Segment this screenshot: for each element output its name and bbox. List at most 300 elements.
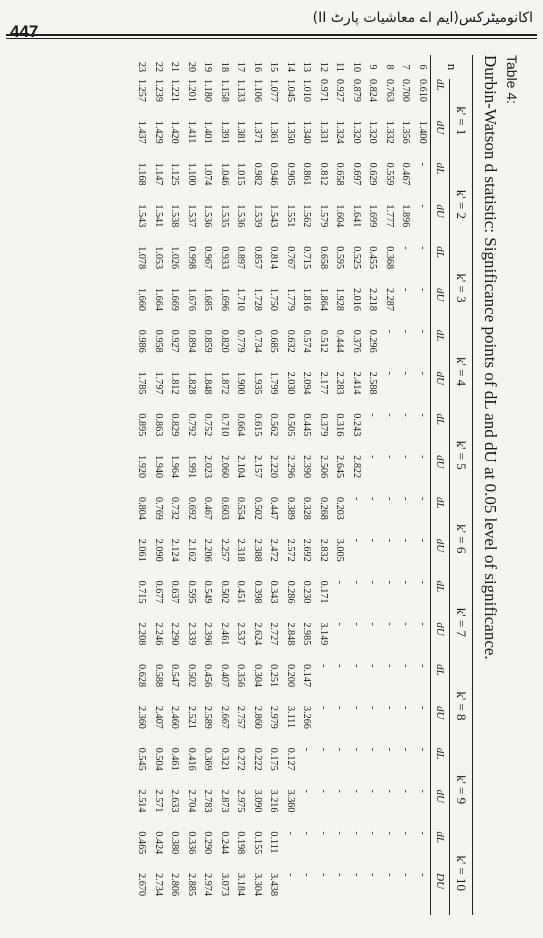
table-cell: 0.200	[285, 664, 296, 688]
table-cell: 0.502	[186, 664, 197, 688]
table-row	[364, 55, 381, 915]
table-label: Table 4:	[504, 55, 520, 105]
table-cell: 0.615	[252, 413, 263, 437]
table-cell: 3.360	[285, 789, 296, 813]
table-cell: 1.900	[235, 371, 247, 395]
table-cell: 2.460	[169, 705, 181, 729]
row-n-cell: 21	[169, 61, 181, 73]
k-header: k' = 3	[450, 246, 473, 330]
table-cell: -	[351, 622, 362, 626]
table-cell: 2.624	[252, 622, 263, 646]
table-cell: 1.168	[136, 162, 148, 186]
table-cell: 0.562	[268, 413, 280, 437]
table-cell: 0.769	[153, 496, 164, 520]
table-cell: 1.100	[186, 162, 197, 186]
table-cell: 0.732	[169, 496, 181, 520]
table-cell: -	[417, 162, 428, 166]
table-cell: 2.290	[169, 622, 181, 646]
table-cell: 1.538	[169, 204, 181, 228]
table-cell: 3.266	[301, 705, 313, 729]
table-cell: 1.872	[219, 371, 230, 395]
table-cell: 0.559	[384, 162, 395, 186]
table-row	[249, 55, 266, 915]
table-cell: 2.734	[153, 873, 164, 897]
table-cell: 0.927	[334, 79, 346, 102]
d-header: dL	[431, 581, 450, 623]
table-cell: 1.940	[153, 455, 164, 479]
d-header: dL	[431, 748, 450, 790]
table-cell: 1.332	[384, 120, 395, 144]
row-n-cell: 11	[334, 62, 346, 72]
table-cell: 1.411	[186, 120, 197, 144]
table-cell: -	[301, 873, 313, 877]
table-cell: 2.572	[285, 538, 296, 562]
table-cell: -	[334, 831, 346, 835]
table-cell: -	[400, 287, 412, 292]
table-cell: -	[417, 329, 428, 334]
table-cell: 0.525	[351, 246, 362, 270]
table-cell: 1.536	[202, 204, 214, 228]
table-row	[183, 55, 200, 915]
table-cell: 0.628	[136, 664, 148, 688]
table-cell: 1.541	[153, 204, 164, 228]
table-row	[150, 55, 167, 915]
row-n-cell: 16	[252, 61, 263, 73]
table-cell: 0.685	[268, 329, 280, 353]
table-cell: 2.390	[301, 455, 313, 479]
table-cell: -	[384, 747, 395, 752]
table-cell: 0.933	[219, 246, 230, 270]
table-cell: -	[334, 789, 346, 793]
table-cell: 2.645	[334, 455, 346, 479]
table-cell: -	[334, 705, 346, 710]
table-cell: 2.177	[318, 371, 329, 395]
table-cell: 0.296	[367, 329, 379, 353]
table-cell: 0.456	[202, 664, 214, 688]
d-header: dU	[431, 622, 450, 664]
table-cell: 1.779	[285, 287, 296, 311]
table-cell: -	[400, 329, 412, 334]
table-cell: 2.023	[202, 455, 214, 479]
table-cell: 1.799	[268, 371, 280, 395]
table-cell: 0.512	[318, 329, 329, 353]
table-cell: -	[301, 747, 313, 752]
table-cell: 1.537	[186, 204, 197, 228]
table-cell: 2.822	[351, 455, 362, 479]
table-cell: 2.287	[384, 287, 395, 311]
table-cell: 2.571	[153, 789, 164, 813]
table-cell: -	[417, 622, 428, 626]
table-cell: 1.676	[186, 287, 197, 311]
table-cell: -	[417, 705, 428, 710]
table-cell: 3.149	[318, 622, 329, 646]
table-cell: -	[285, 831, 296, 835]
table-cell: 1.777	[384, 204, 395, 228]
table-cell: 0.398	[252, 580, 263, 604]
table-cell: 0.861	[301, 162, 313, 186]
table-cell: -	[351, 580, 362, 584]
table-cell: 1.350	[285, 120, 296, 144]
table-cell: -	[384, 413, 395, 417]
table-cell: 1.239	[153, 79, 164, 102]
table-cell: 1.816	[301, 287, 313, 311]
table-cell: 0.155	[252, 831, 263, 855]
table-cell: 0.632	[285, 329, 296, 353]
table-cell: 0.416	[186, 747, 197, 771]
table-cell: 0.879	[351, 79, 362, 102]
table-cell: 1.728	[252, 287, 263, 311]
table-cell: -	[318, 747, 329, 752]
table-cell: 0.574	[301, 329, 313, 353]
row-n-cell: 19	[202, 61, 214, 73]
table-cell: 0.603	[219, 496, 230, 520]
table-cell: -	[417, 538, 428, 543]
table-cell: -	[367, 873, 379, 877]
table-cell: 2.783	[202, 789, 214, 813]
table-cell: 1.045	[285, 79, 296, 102]
table-cell: 0.697	[351, 162, 362, 186]
d-header: dU	[431, 288, 450, 330]
table-cell: 0.198	[235, 831, 247, 855]
table-cell: -	[351, 873, 362, 877]
table-cell: 1.664	[153, 287, 164, 311]
table-row	[199, 55, 216, 915]
table-cell: -	[318, 789, 329, 793]
table-cell: 0.814	[268, 246, 280, 270]
d-header: dU	[431, 121, 450, 163]
table-cell: 0.927	[169, 329, 181, 353]
table-cell: 0.111	[268, 831, 280, 854]
table-cell: 0.380	[169, 831, 181, 855]
table-cell: 0.763	[384, 79, 395, 102]
table-cell: 0.812	[318, 162, 329, 186]
table-cell: -	[334, 747, 346, 752]
table-cell: 0.127	[285, 747, 296, 771]
table-cell: -	[367, 496, 379, 501]
table-cell: -	[400, 705, 412, 710]
table-cell: 1.420	[169, 120, 181, 144]
table-cell: 2.414	[351, 371, 362, 395]
table-cell: 0.549	[202, 580, 214, 604]
table-cell: 0.343	[268, 580, 280, 604]
table-cell: 1.828	[186, 371, 197, 395]
table-cell: 2.514	[136, 789, 148, 813]
table-cell: -	[334, 622, 346, 626]
table-cell: -	[384, 580, 395, 584]
table-cell: 0.502	[252, 496, 263, 520]
table-cell: -	[400, 455, 412, 459]
table-cell: 0.595	[186, 580, 197, 604]
table-cell: 0.356	[235, 664, 247, 688]
d-header: dU	[431, 372, 450, 414]
d-header: dU	[431, 539, 450, 581]
table-cell: 0.829	[169, 413, 181, 437]
page-number: 447	[10, 22, 39, 41]
table-cell: 1.920	[136, 455, 148, 479]
d-header: dL	[431, 413, 450, 455]
table-cell: 2.094	[301, 371, 313, 395]
table-cell: 0.465	[136, 831, 148, 855]
row-n-cell: 14	[285, 61, 296, 73]
table-row	[348, 55, 365, 915]
table-cell: -	[367, 622, 379, 626]
table-cell: 0.734	[252, 329, 263, 353]
table-cell: 1.133	[235, 79, 247, 102]
d-header: dL	[431, 497, 450, 539]
d-header-row	[431, 55, 450, 915]
table-cell: 0.304	[252, 664, 263, 688]
table-cell: 0.321	[219, 747, 230, 771]
table-cell: 0.664	[235, 413, 247, 437]
table-cell: 1.026	[169, 246, 181, 270]
row-n-cell: 10	[351, 61, 362, 73]
table-cell: 1.964	[169, 455, 181, 479]
table-cell: -	[417, 287, 428, 292]
table-cell: 2.860	[252, 705, 263, 729]
table-row	[166, 55, 183, 915]
table-cell: -	[367, 747, 379, 752]
d-header: dL	[431, 330, 450, 372]
table-cell: 3.073	[219, 873, 230, 897]
table-cell: -	[400, 496, 412, 501]
table-cell: -	[334, 873, 346, 877]
table-cell: -	[351, 496, 362, 501]
table-cell: 0.857	[252, 246, 263, 270]
table-cell: 2.806	[169, 873, 181, 897]
table-cell: 0.986	[136, 329, 148, 353]
table-row	[298, 55, 315, 915]
table-cell: 0.946	[268, 162, 280, 186]
table-cell: 0.692	[186, 496, 197, 520]
k-header: k' = 6	[450, 497, 473, 581]
table-cell: 1.320	[367, 120, 379, 144]
table-cell: 1.010	[301, 79, 313, 102]
table-cell: 0.424	[153, 831, 164, 855]
table-cell: -	[367, 538, 379, 543]
table-cell: 2.588	[367, 371, 379, 395]
table-cell: 3.111	[285, 705, 296, 729]
table-cell: 0.171	[318, 580, 329, 604]
row-n-cell: 23	[136, 61, 148, 73]
table-cell: 1.543	[268, 204, 280, 228]
table-cell: -	[301, 831, 313, 835]
table-cell: 1.125	[169, 162, 181, 186]
table-cell: 0.445	[301, 413, 313, 437]
table-cell: 1.400	[417, 120, 428, 144]
table-cell: 0.376	[351, 329, 362, 353]
row-n-cell: 22	[153, 61, 164, 73]
table-cell: 2.296	[285, 455, 296, 479]
k-header: k' = 7	[450, 581, 473, 665]
durbin-watson-table	[133, 55, 473, 915]
table-cell: -	[384, 705, 395, 710]
table-cell: 1.848	[202, 371, 214, 395]
table-cell: -	[400, 747, 412, 752]
table-cell: 3.090	[252, 789, 263, 813]
table-cell: 1.331	[318, 120, 329, 144]
table-cell: 1.535	[219, 204, 230, 228]
table-cell: -	[400, 831, 412, 835]
table-cell: 0.859	[202, 329, 214, 353]
table-cell: -	[285, 873, 296, 877]
row-n-cell: 18	[219, 61, 230, 73]
table-cell: 1.604	[334, 204, 346, 228]
d-header: dL	[431, 664, 450, 706]
table-cell: 2.848	[285, 622, 296, 646]
table-cell: 2.670	[136, 873, 148, 897]
table-cell: 1.147	[153, 162, 164, 186]
d-header: dU	[431, 706, 450, 748]
table-cell: 0.554	[235, 496, 247, 520]
table-cell: 2.060	[219, 455, 230, 479]
table-cell: -	[367, 580, 379, 584]
table-cell: -	[384, 622, 395, 626]
table-cell: 2.030	[285, 371, 296, 395]
table-cell: 0.222	[252, 747, 263, 771]
table-cell: -	[417, 371, 428, 375]
table-cell: -	[384, 538, 395, 543]
table-cell: -	[417, 413, 428, 417]
table-cell: 0.368	[384, 246, 395, 270]
table-cell: 0.268	[318, 496, 329, 520]
table-cell: -	[301, 789, 313, 793]
table-cell: 1.401	[202, 120, 214, 144]
table-cell: 2.220	[268, 455, 280, 479]
table-cell: 1.074	[202, 162, 214, 186]
table-cell: -	[318, 705, 329, 710]
table-cell: 2.975	[235, 789, 247, 813]
table-cell: 0.894	[186, 329, 197, 353]
row-n-cell: 20	[186, 61, 197, 73]
table-cell: -	[417, 664, 428, 668]
table-cell: -	[351, 747, 362, 752]
table-row	[315, 55, 332, 915]
d-header: dU	[431, 204, 450, 246]
table-cell: 0.958	[153, 329, 164, 353]
d-header: dU	[431, 455, 450, 497]
table-cell: -	[417, 747, 428, 752]
table-cell: 1.928	[334, 287, 346, 311]
table-cell: -	[318, 831, 329, 835]
table-cell: -	[384, 664, 395, 668]
table-cell: -	[384, 873, 395, 877]
rotated-table-block	[55, 55, 520, 915]
table-cell: 0.863	[153, 413, 164, 437]
table-cell: 2.104	[235, 455, 247, 479]
table-cell: 0.502	[219, 580, 230, 604]
table-cell: 1.221	[169, 79, 181, 102]
table-cell: 0.700	[400, 79, 412, 102]
table-cell: -	[384, 496, 395, 501]
table-cell: 0.804	[136, 496, 148, 520]
table-cell: 0.379	[318, 413, 329, 437]
table-cell: 0.447	[268, 496, 280, 520]
table-cell: -	[417, 204, 428, 208]
table-cell: -	[367, 789, 379, 793]
table-cell: 1.257	[136, 79, 148, 102]
table-cell: 0.595	[334, 246, 346, 270]
table-cell: 0.455	[367, 246, 379, 270]
table-cell: 0.407	[219, 664, 230, 688]
table-row	[414, 55, 431, 915]
table-cell: 2.157	[252, 455, 263, 479]
k-header: k' = 4	[450, 330, 473, 414]
table-cell: 2.521	[186, 705, 197, 729]
table-cell: 2.218	[367, 287, 379, 311]
table-cell: 0.244	[219, 831, 230, 855]
table-cell: -	[417, 831, 428, 835]
table-cell: 1.340	[301, 120, 313, 144]
table-cell: 1.356	[400, 120, 412, 144]
table-cell: 1.381	[235, 120, 247, 144]
table-cell: -	[367, 664, 379, 668]
table-cell: -	[351, 705, 362, 710]
row-n-cell: 17	[235, 61, 247, 73]
table-cell: 0.467	[202, 496, 214, 520]
row-n-cell: 12	[318, 61, 329, 73]
table-cell: 1.324	[334, 120, 346, 144]
table-cell: 2.388	[252, 538, 263, 562]
k-header: k' = 1	[450, 79, 473, 163]
d-header: dL	[431, 831, 450, 873]
table-cell: 3.438	[268, 873, 280, 897]
table-cell: -	[384, 789, 395, 793]
table-cell: 3.005	[334, 538, 346, 562]
table-cell: 1.391	[219, 120, 230, 144]
table-cell: 0.982	[252, 162, 263, 186]
table-cell: 1.562	[301, 204, 313, 228]
table-cell: 2.318	[235, 538, 247, 562]
table-cell: -	[400, 371, 412, 375]
table-cell: 2.162	[186, 538, 197, 562]
table-cell: 0.897	[235, 246, 247, 270]
table-row	[331, 55, 348, 915]
table-cell: 3.304	[252, 873, 263, 897]
table-cell: 2.257	[219, 538, 230, 562]
table-cell: 2.979	[268, 705, 280, 729]
table-cell: 1.710	[235, 287, 247, 311]
table-cell: 0.824	[367, 79, 379, 102]
k-header: k' = 9	[450, 748, 473, 832]
table-cell: 1.551	[285, 204, 296, 228]
table-cell: 1.429	[153, 120, 164, 144]
table-cell: 1.077	[268, 79, 280, 102]
table-cell: 2.692	[301, 538, 313, 562]
table-cell: 1.685	[202, 287, 214, 311]
table-cell: 1.361	[268, 120, 280, 144]
table-cell: 0.715	[301, 246, 313, 270]
k-header: k' = 10	[450, 831, 473, 915]
d-header: DU	[431, 873, 450, 915]
table-cell: 1.078	[136, 246, 148, 270]
table-cell: -	[351, 789, 362, 793]
table-cell: 1.991	[186, 455, 197, 479]
table-cell: -	[384, 371, 395, 375]
table-cell: 0.504	[153, 747, 164, 771]
table-cell: 2.506	[318, 455, 329, 479]
table-cell: -	[384, 455, 395, 459]
table-cell: -	[334, 580, 346, 584]
table-cell: 1.046	[219, 162, 230, 186]
table-cell: 2.667	[219, 705, 230, 729]
table-cell: 2.283	[334, 371, 346, 395]
table-cell: 0.610	[417, 79, 428, 102]
table-cell: 1.699	[367, 204, 379, 228]
table-cell: 0.905	[285, 162, 296, 186]
table-cell: 0.895	[136, 413, 148, 437]
table-cell: -	[384, 831, 395, 835]
running-header-title: اکانومیٹرکس(ایم اے معاشیات پارٹ II)	[312, 10, 533, 26]
